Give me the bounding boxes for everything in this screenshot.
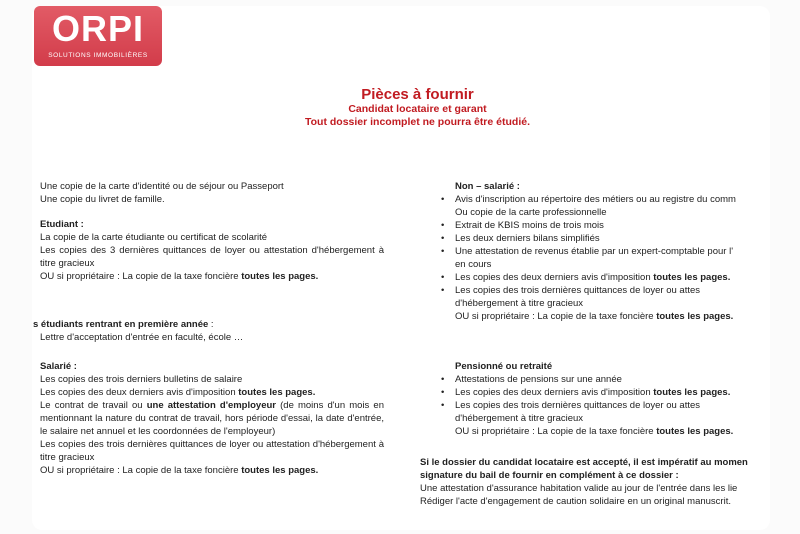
contract-text: Le contrat de travail ou (40, 400, 147, 411)
list-item: • Attestations de pensions sur une année (439, 373, 769, 386)
garant-bold-line: signature du bail de fournir en complément à ce dossier : (420, 470, 679, 481)
item-text: Les copies des deux derniers avis d'imposition (455, 387, 654, 398)
garant-line: Rédiger l'acte d'engagement de caution solidaire en un original manuscrit. (420, 496, 731, 507)
garant-bold-line: Si le dossier du candidat locataire est accepté, il est impératif au momen (420, 457, 748, 468)
intro-line: Une copie de la carte d'identité ou de séjour ou Passeport (40, 181, 284, 192)
list-item (439, 193, 769, 219)
non-salarie-section (439, 180, 769, 323)
salarie-section (40, 360, 384, 477)
owner-text: OU si propriétaire : La copie de la taxe foncière (455, 311, 657, 322)
item-bold: toutes les pages. (653, 272, 731, 283)
list-item (439, 386, 769, 399)
item-text: Les copies des deux derniers avis d'imposition (455, 272, 654, 283)
list-item (439, 271, 769, 284)
list-item (439, 245, 769, 271)
owner-text: OU si propriétaire : La copie de la taxe foncière (40, 465, 242, 476)
item-text: Ou copie de la carte professionnelle (455, 207, 607, 218)
premiere-heading (33, 318, 384, 331)
page-title: Pièces à fournir (361, 86, 474, 103)
item-text: Avis d'inscription au répertoire des métiers ou au registre du comm (455, 194, 736, 205)
owner-text: OU si propriétaire : La copie de la taxe foncière (455, 426, 657, 437)
premiere-heading-text: s étudiants rentrant en première année (33, 319, 209, 330)
salarie-line (40, 386, 384, 399)
non-salarie-heading: Non – salarié : (455, 181, 520, 192)
etudiant-line: La copie de la carte étudiante ou certificat de scolarité (40, 232, 268, 243)
document-header (0, 86, 800, 129)
owner-text: OU si propriétaire : La copie de la taxe foncière (40, 271, 242, 282)
salarie-contract (40, 399, 384, 438)
logo-text: ORPI (51, 8, 144, 49)
left-column (40, 180, 384, 283)
premiere-line: Lettre d'acceptation d'entrée en faculté, école … (40, 332, 244, 343)
item-text: d'hébergement à titre gracieux (455, 413, 584, 424)
warning-text: Tout dossier incomplet ne pourra être étudié. (304, 116, 530, 128)
retraite-section (439, 360, 769, 438)
owner-bold: toutes les pages. (241, 465, 319, 476)
item-bold: toutes les pages. (653, 387, 731, 398)
salarie-owner-line (40, 464, 384, 477)
item-text: en cours (455, 259, 492, 270)
item-text: Une attestation de revenus établie par un expert-comptable pour l' (455, 246, 734, 257)
salarie-bold: toutes les pages. (238, 387, 316, 398)
owner-bold: toutes les pages. (656, 311, 734, 322)
retraite-heading: Pensionné ou retraité (455, 361, 553, 372)
etudiant-owner-line (40, 270, 384, 283)
subtitle: Candidat locataire et garant (348, 103, 487, 115)
retraite-list (439, 373, 769, 425)
item-text: d'hébergement à titre gracieux (455, 298, 584, 309)
garant-line: Une attestation d'assurance habitation valide au jour de l'entrée dans les lie (420, 483, 738, 494)
list-item: • Extrait de KBIS moins de trois mois (439, 219, 769, 232)
owner-bold: toutes les pages. (241, 271, 319, 282)
premiere-heading-suffix: : (208, 319, 214, 330)
garant-section (420, 456, 770, 508)
salarie-heading: Salarié : (40, 361, 77, 372)
salarie-text: Les copies des deux derniers avis d'imposition (40, 387, 239, 398)
salarie-line: Les copies des trois derniers bulletins de salaire (40, 374, 243, 385)
item-text: Les copies des trois dernières quittances de loyer ou attes (455, 400, 701, 411)
list-item (439, 399, 769, 425)
contract-rest: (de moins d'un mois en mentionnant la nature du contrat de travail, hors période d'essai, la date d'entrée, le salaire net annuel et les coordonnées de l'employeur) (40, 400, 384, 437)
orpi-logo (34, 6, 162, 66)
premiere-section (33, 318, 384, 344)
etudiant-heading: Etudiant : (40, 219, 84, 230)
non-salarie-list (439, 193, 769, 310)
retraite-owner-line (439, 425, 769, 438)
item-text: Les copies des trois dernières quittances de loyer ou attes (455, 285, 701, 296)
logo-tagline: SOLUTIONS IMMOBILIÈRES (48, 52, 148, 59)
intro-line: Une copie du livret de famille. (40, 194, 165, 205)
list-item: • Les deux derniers bilans simplifiés (439, 232, 769, 245)
etudiant-line: Les copies des 3 dernières quittances de loyer ou attestation d'hébergement à titre gracieux (40, 245, 384, 269)
salarie-line: Les copies des trois dernières quittances de loyer ou attestation d'hébergement à titre gracieux (40, 439, 384, 463)
non-salarie-owner-line (439, 310, 769, 323)
contract-bold: une attestation d'employeur (146, 400, 276, 411)
list-item (439, 284, 769, 310)
owner-bold: toutes les pages. (656, 426, 734, 437)
